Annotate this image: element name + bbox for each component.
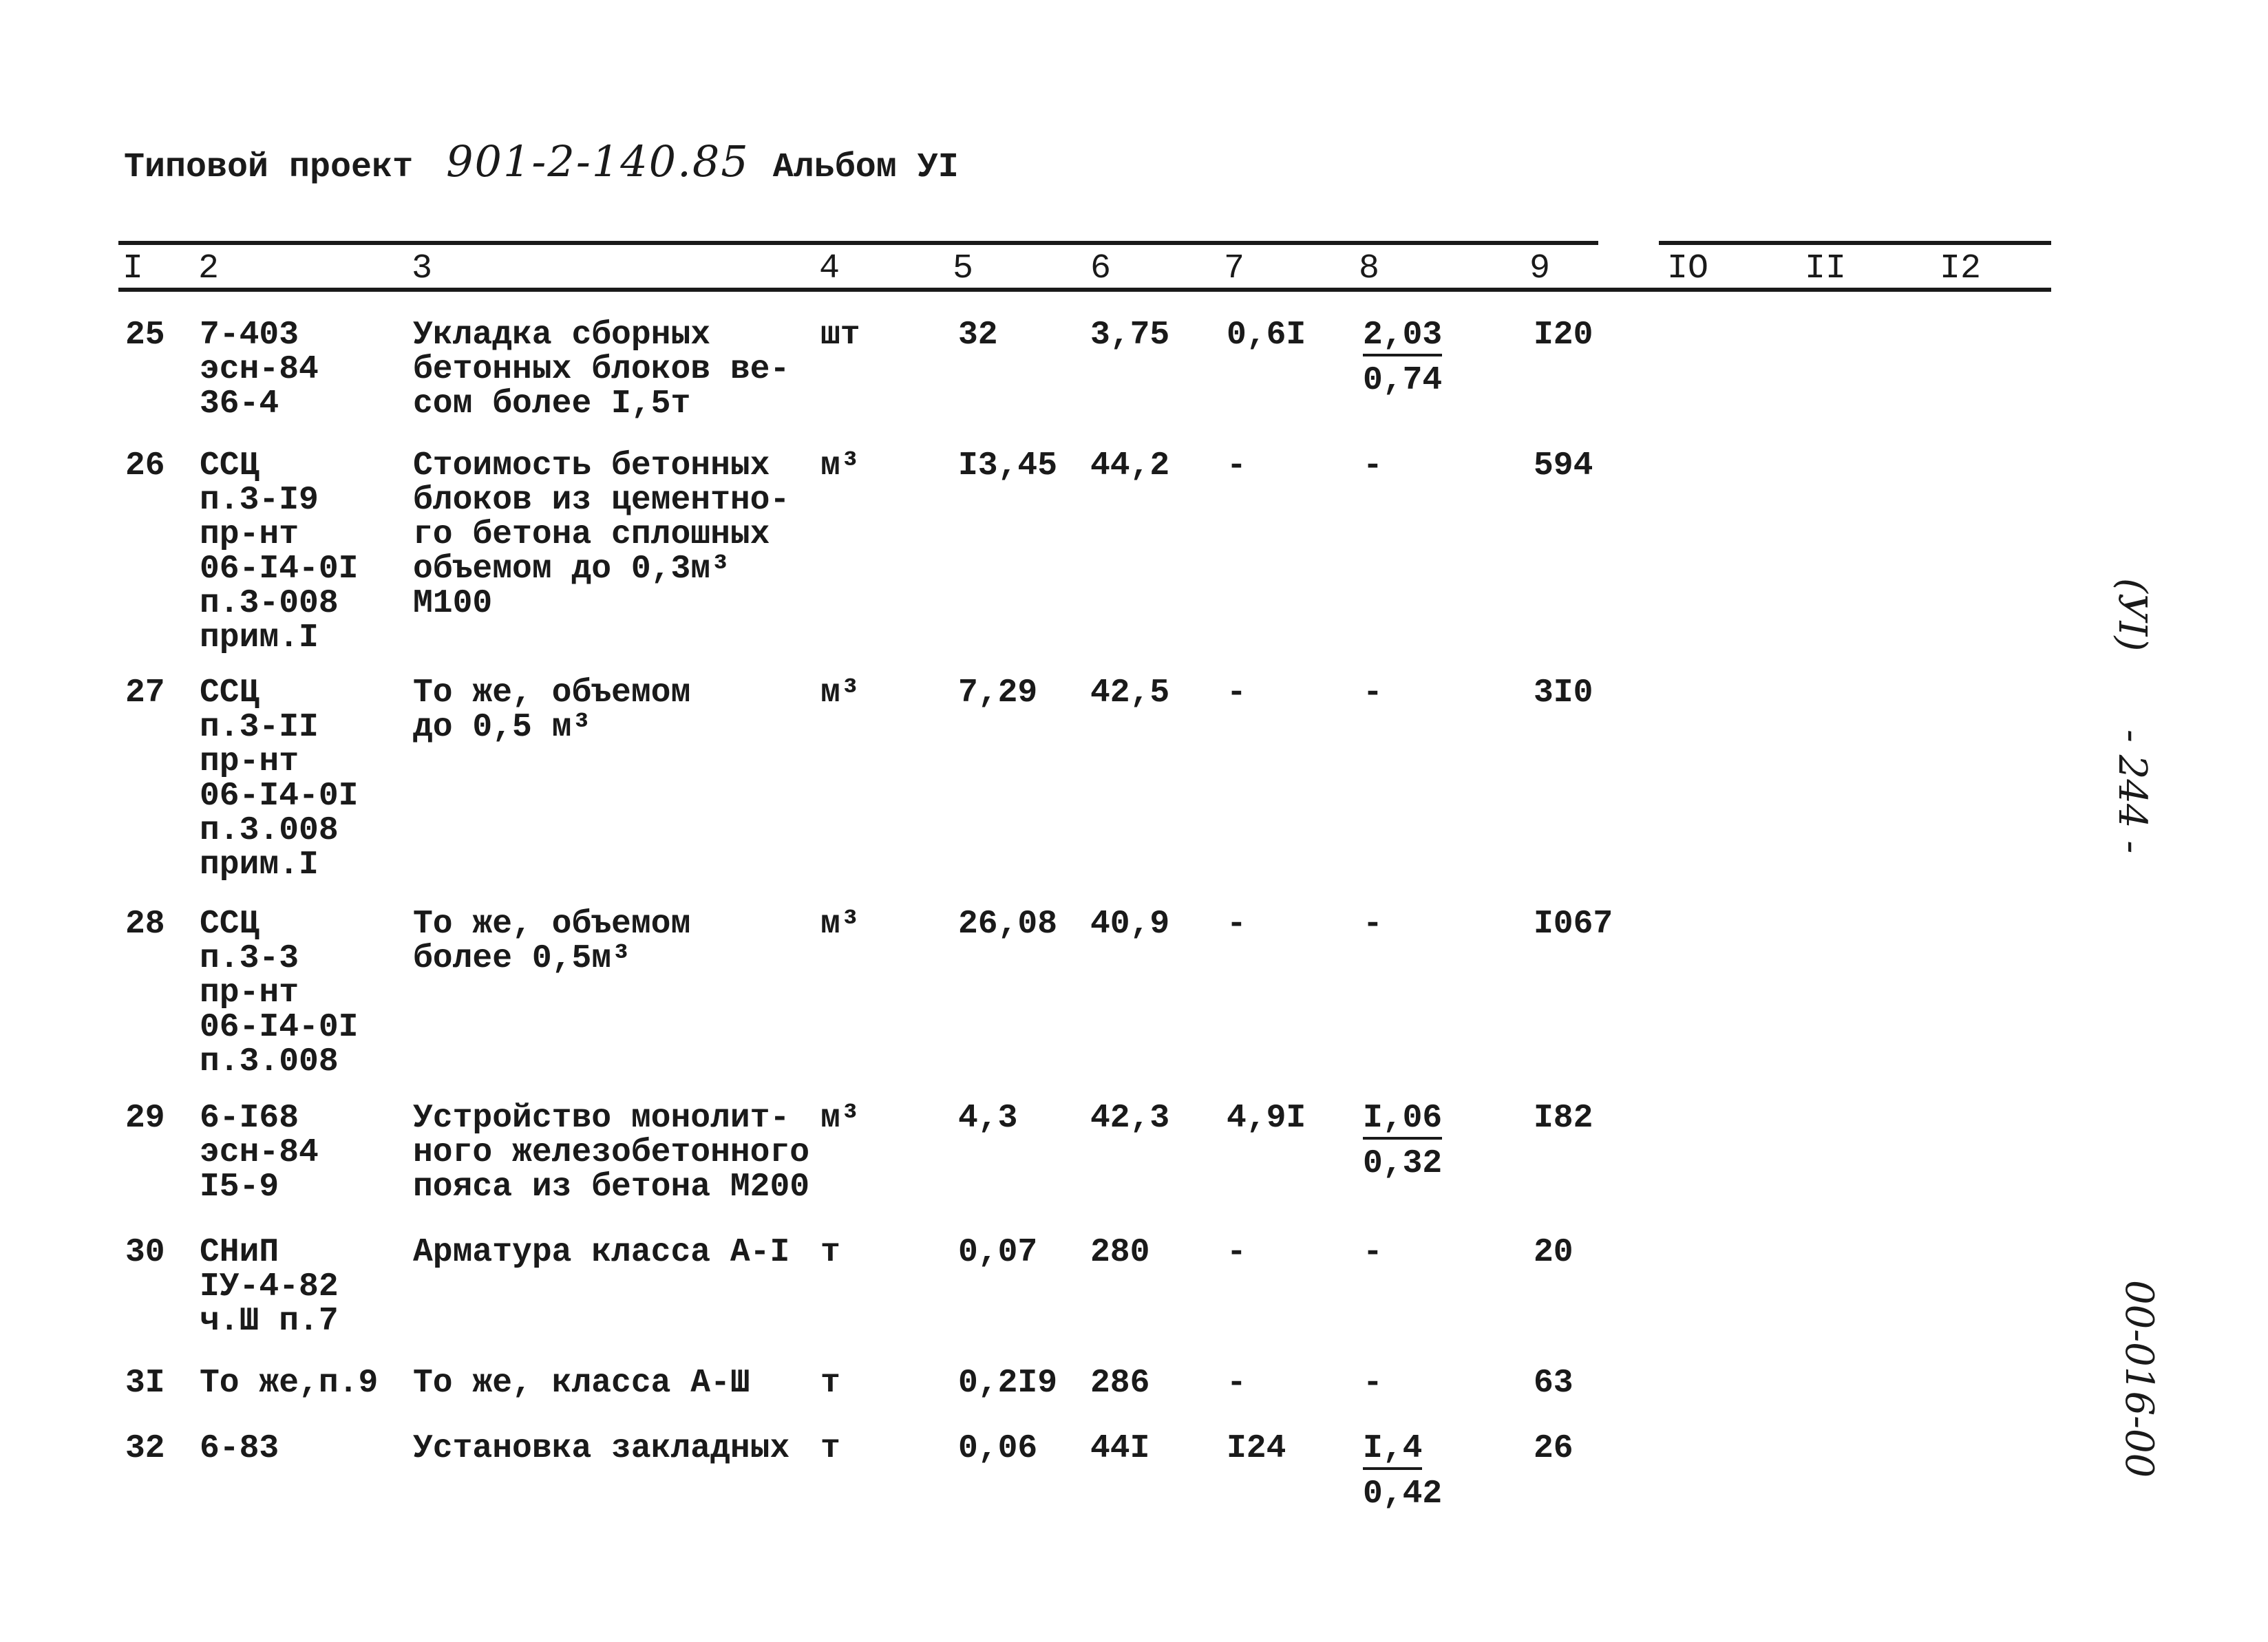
row-code-line: 06-I4-0I	[200, 1009, 359, 1046]
row-description	[413, 318, 789, 421]
row-code	[200, 1101, 319, 1204]
row-unit: т	[820, 1234, 840, 1271]
row-description-line: Установка закладных	[413, 1430, 790, 1467]
col-number-6: 6	[1090, 249, 1112, 288]
row-code-line: п.3-I9	[200, 482, 319, 519]
row-code-line: п.3-008	[200, 585, 339, 622]
row-unit: м³	[820, 674, 860, 712]
row-quantity: 0,2I9	[958, 1365, 1058, 1402]
row-unit: шт	[820, 317, 860, 354]
row-col8-numerator: 2,03	[1363, 318, 1442, 356]
row-col7: -	[1227, 1365, 1247, 1402]
row-col7: -	[1227, 1234, 1247, 1271]
row-code-line: I5-9	[200, 1169, 279, 1206]
row-number: 26	[125, 447, 165, 484]
row-col8: -	[1363, 1234, 1383, 1271]
row-description	[413, 1366, 750, 1400]
row-col8	[1363, 1101, 1442, 1181]
row-total: 3I0	[1534, 674, 1593, 712]
row-number: 3I	[125, 1365, 165, 1402]
row-number: 28	[125, 906, 165, 943]
row-description-line: То же, класса А-Ш	[413, 1365, 750, 1402]
col-number-2: 2	[198, 249, 220, 288]
row-unit-price: 42,3	[1090, 1100, 1170, 1137]
row-quantity: 26,08	[958, 906, 1058, 943]
row-description-line: ного железобетонного	[413, 1134, 810, 1171]
row-unit: м³	[820, 1100, 860, 1137]
row-unit: м³	[820, 447, 860, 484]
row-code-line: СНиП	[200, 1234, 279, 1271]
row-code-line: пр-нт	[200, 974, 299, 1012]
row-number: 27	[125, 674, 165, 712]
row-col8: -	[1363, 1365, 1383, 1402]
row-quantity: 0,06	[958, 1430, 1038, 1467]
col-number-7: 7	[1224, 249, 1245, 288]
album-label: Альбом УI	[772, 148, 959, 187]
row-number: 25	[125, 317, 165, 354]
row-code	[200, 1366, 378, 1400]
row-code-line: прим.I	[200, 619, 319, 657]
row-unit-price: 286	[1090, 1365, 1150, 1402]
col-number-8: 8	[1359, 249, 1380, 288]
row-code-line: ч.Ш п.7	[200, 1303, 339, 1340]
row-code-line: п.3.008	[200, 1043, 339, 1080]
row-description-line: объемом до 0,3м³	[413, 551, 730, 588]
row-quantity: 4,3	[958, 1100, 1018, 1137]
row-total: I067	[1534, 906, 1613, 943]
row-code-line: IУ-4-82	[200, 1268, 339, 1305]
row-total: I20	[1534, 317, 1593, 354]
col-number-12: I2	[1940, 249, 1982, 288]
row-code-line: 06-I4-0I	[200, 778, 359, 815]
row-col7: I24	[1227, 1430, 1286, 1467]
row-unit: т	[820, 1365, 840, 1402]
project-number: 901-2-140.85	[446, 136, 750, 186]
row-description-line: го бетона сплошных	[413, 516, 770, 553]
row-description	[413, 449, 789, 621]
margin-note-upper: (УI)	[2110, 578, 2154, 652]
row-description	[413, 1101, 809, 1204]
row-total: 20	[1534, 1234, 1573, 1271]
row-col8-numerator: I,4	[1363, 1431, 1422, 1470]
row-code-line: пр-нт	[200, 743, 299, 780]
row-total: I82	[1534, 1100, 1593, 1137]
row-code	[200, 318, 319, 421]
row-total: 26	[1534, 1430, 1573, 1467]
row-col8: -	[1363, 674, 1383, 712]
row-code	[200, 1235, 339, 1339]
document-header	[124, 136, 959, 187]
row-code-line: прим.I	[200, 846, 319, 884]
row-col7: -	[1227, 674, 1247, 712]
row-code	[200, 449, 358, 655]
row-number: 30	[125, 1234, 165, 1271]
row-description-line: То же, объемом	[413, 674, 691, 712]
row-col8-denominator: 0,42	[1363, 1475, 1443, 1513]
row-description-line: блоков из цементно-	[413, 482, 790, 519]
row-quantity: 0,07	[958, 1234, 1038, 1271]
col-number-1: I	[123, 249, 144, 288]
row-unit-price: 44I	[1090, 1430, 1150, 1467]
row-code	[200, 676, 358, 882]
header-prefix: Типовой проект	[124, 148, 414, 187]
row-col8	[1363, 1431, 1442, 1511]
row-code	[200, 1431, 279, 1466]
row-unit-price: 3,75	[1090, 317, 1170, 354]
row-unit: м³	[820, 906, 860, 943]
row-unit-price: 40,9	[1090, 906, 1170, 943]
row-description-line: Укладка сборных	[413, 317, 711, 354]
row-col8-denominator: 0,74	[1363, 362, 1443, 399]
row-description	[413, 676, 690, 745]
row-code-line: 6-I68	[200, 1100, 299, 1137]
row-col8-numerator: I,06	[1363, 1101, 1442, 1140]
row-code-line: 6-83	[200, 1430, 279, 1467]
row-col7: -	[1227, 447, 1247, 484]
row-description	[413, 1235, 789, 1270]
row-description-line: Арматура класса А-I	[413, 1234, 790, 1271]
margin-note-middle: - 244 -	[2110, 729, 2154, 854]
col-number-3: 3	[412, 249, 433, 288]
row-unit-price: 280	[1090, 1234, 1150, 1271]
row-col8	[1363, 318, 1442, 398]
row-description-line: более 0,5м³	[413, 940, 631, 977]
row-code-line: ССЦ	[200, 447, 259, 484]
row-description-line: пояса из бетона М200	[413, 1169, 810, 1206]
row-code-line: ССЦ	[200, 674, 259, 712]
header-rule-bottom	[118, 288, 2051, 292]
row-description-line: То же, объемом	[413, 906, 691, 943]
row-quantity: I3,45	[958, 447, 1058, 484]
row-code-line: эсн-84	[200, 1134, 319, 1171]
row-description	[413, 1431, 789, 1466]
header-rule-top-right	[1659, 241, 2051, 245]
row-total: 594	[1534, 447, 1593, 484]
row-col8: -	[1363, 447, 1383, 484]
col-number-10: IO	[1667, 249, 1709, 288]
margin-note-lower: 00-016-00	[2117, 1280, 2161, 1478]
row-unit-price: 44,2	[1090, 447, 1170, 484]
row-code-line: пр-нт	[200, 516, 299, 553]
row-unit: т	[820, 1430, 840, 1467]
col-number-4: 4	[819, 249, 840, 288]
row-code-line: 7-403	[200, 317, 299, 354]
row-code-line: п.3-II	[200, 709, 319, 746]
row-col8-denominator: 0,32	[1363, 1145, 1443, 1182]
row-code-line: 36-4	[200, 385, 279, 423]
row-code-line: ССЦ	[200, 906, 259, 943]
row-code-line: эсн-84	[200, 351, 319, 388]
header-rule-top-left	[118, 241, 1598, 245]
row-description-line: сом более I,5т	[413, 385, 691, 423]
row-quantity: 32	[958, 317, 998, 354]
row-description-line: до 0,5 м³	[413, 709, 592, 746]
row-code	[200, 907, 358, 1079]
row-description-line: Устройство монолит-	[413, 1100, 790, 1137]
row-quantity: 7,29	[958, 674, 1038, 712]
col-number-11: II	[1805, 249, 1847, 288]
row-description-line: М100	[413, 585, 493, 622]
row-code-line: п.3-3	[200, 940, 299, 977]
row-col7: 0,6I	[1227, 317, 1306, 354]
row-total: 63	[1534, 1365, 1573, 1402]
col-number-9: 9	[1529, 249, 1551, 288]
row-col7: 4,9I	[1227, 1100, 1306, 1137]
row-number: 32	[125, 1430, 165, 1467]
col-number-5: 5	[953, 249, 974, 288]
row-description-line: Стоимость бетонных	[413, 447, 770, 484]
row-code-line: п.3.008	[200, 812, 339, 849]
row-description-line: бетонных блоков ве-	[413, 351, 790, 388]
row-number: 29	[125, 1100, 165, 1137]
row-code-line: 06-I4-0I	[200, 551, 359, 588]
row-col7: -	[1227, 906, 1247, 943]
row-col8: -	[1363, 906, 1383, 943]
row-unit-price: 42,5	[1090, 674, 1170, 712]
row-description	[413, 907, 690, 976]
row-code-line: То же,п.9	[200, 1365, 379, 1402]
